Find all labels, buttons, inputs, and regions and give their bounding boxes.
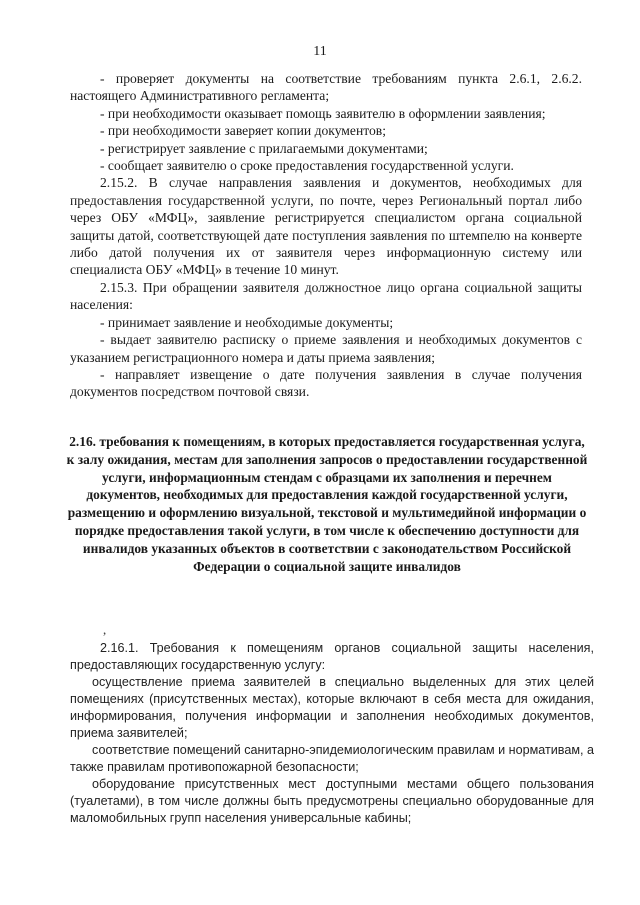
paragraph: 2.15.2. В случае направления заявления и документов, необходимых для предоставления государственной услуги, по почте, через Региональный портал либо через ОБУ «МФЦ», заявление регистрируется специалистом органа социальной защиты датой, соответствующей дате поступления заявления по штемпелю на конверте либо датой получения их от заявителя через информационную систему или специалиста ОБУ «МФЦ» в течение 10 минут. [70, 175, 582, 278]
paragraph: - при необходимости оказывает помощь заявителю в оформлении заявления; [100, 105, 546, 121]
paragraph: - направляет извещение о дате получения заявления в случае получения документов посредством почтовой связи. [70, 366, 582, 400]
section-2-16-1-text [70, 640, 594, 827]
paragraph: - при необходимости заверяет копии документов; [100, 123, 386, 139]
paragraph: 2.16.1. Требования к помещениям органов социальной защиты населения, предоставляющих государственную услугу: [70, 641, 594, 672]
paragraph: - выдает заявителю расписку о приеме заявления и необходимых документов с указанием регистрационного номера и даты приема заявления; [70, 332, 582, 365]
paragraph: - регистрирует заявление с прилагаемыми документами; [100, 140, 428, 156]
paragraph: - проверяет документы на соответствие требованиям пункта 2.6.1, 2.6.2. настоящего Административного регламента; [70, 71, 582, 104]
paragraph: - сообщает заявителю о сроке предоставления государственной услуги. [100, 158, 514, 174]
section-heading-2-16: 2.16. требования к помещениям, в которых предоставляется государственная услуга, к залу ожидания, местам для заполнения запросов о предоставлении государственной услуги, информационным стендам с образцами их заполнения и перечнем документов, необходимых для предоставления каждой государственной услуги, размещению и оформлению визуальной, текстовой и мультимедийной информации о порядке предоставления такой услуги, в том числе к обеспечению доступности для инвалидов указанных объектов в соответствии с законодательством Российской Федерации о социальной защите инвалидов [66, 434, 588, 574]
section-2-15-text [70, 70, 582, 401]
paragraph: осуществление приема заявителей в специально выделенных для этих целей помещениях (присутственных местах), которые включают в себя места для ожидания, информирования, получения информации и заполнения необходимых документов, приема заявителей; [70, 675, 594, 740]
margin-tick-mark: , [103, 622, 107, 637]
page-number: 11 [313, 44, 327, 59]
paragraph: - принимает заявление и необходимые документы; [100, 314, 394, 330]
paragraph: соответствие помещений санитарно-эпидемиологическим правилам и нормативам, а также правилам противопожарной безопасности; [70, 743, 595, 774]
paragraph: оборудование присутственных мест доступными местами общего пользования (туалетами), в том числе должны быть предусмотрены специально оборудованные для маломобильных групп населения универсальные кабины; [70, 777, 594, 825]
paragraph: 2.15.3. При обращении заявителя должностное лицо органа социальной защиты населения: [70, 279, 582, 313]
